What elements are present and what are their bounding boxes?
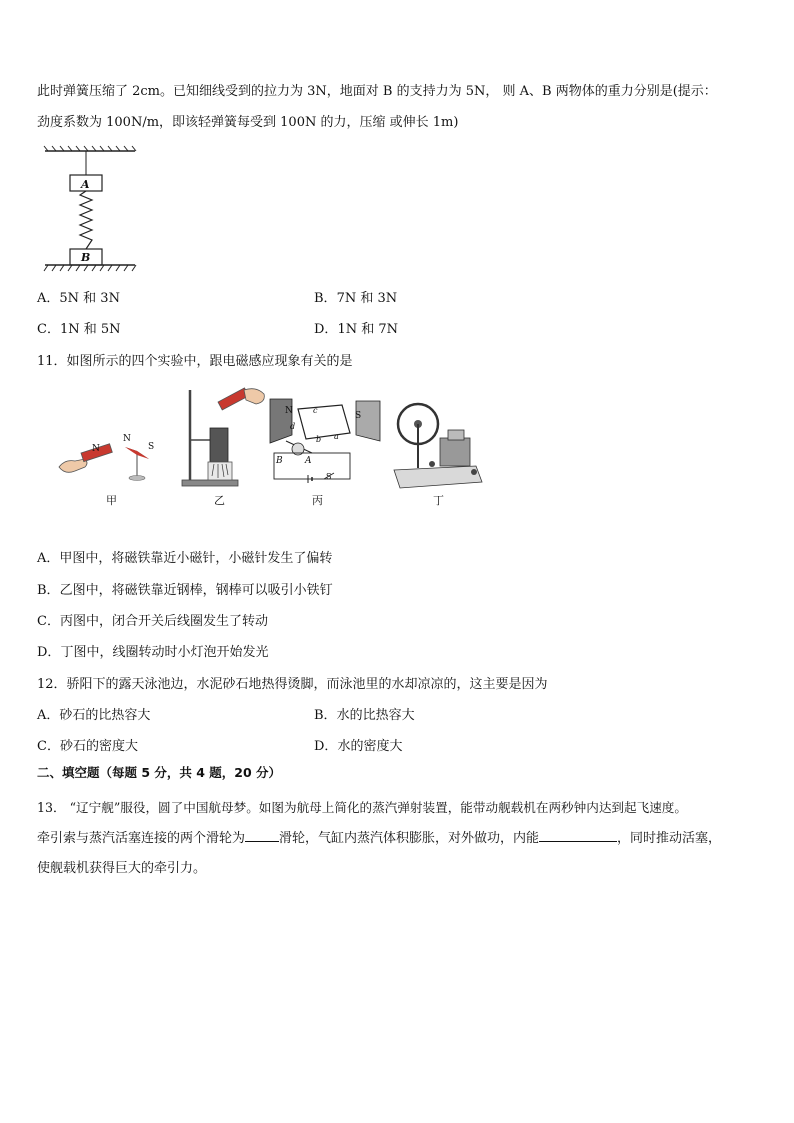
q10-option-b[interactable] [314, 290, 397, 308]
q12-stem: 12．骄阳下的露天泳池边，水泥砂石地热得烫脚，而泳池里的水却凉凉的，这主要是因为 [37, 677, 548, 692]
option-text: 水的密度大 [337, 739, 403, 754]
jia-label-n: N [92, 444, 100, 454]
answer-blank-1[interactable] [245, 829, 279, 842]
block-a-label: A [81, 178, 90, 191]
caption-yi: 乙 [214, 494, 225, 507]
option-text: 7N 和 3N [336, 291, 398, 306]
bing-label-b-small: b [316, 435, 322, 444]
figure-jia [55, 435, 160, 485]
option-text: 甲图中，将磁铁靠近小磁针，小磁针发生了偏转 [59, 551, 333, 566]
q13-line2-part3: ，同时推动活塞， [617, 831, 722, 846]
q11-option-c[interactable] [37, 613, 268, 631]
option-letter: C． [37, 739, 60, 754]
option-letter: B． [37, 583, 60, 598]
option-letter: D． [314, 739, 338, 754]
option-text: 丙图中，闭合开关后线圈发生了转动 [59, 614, 268, 629]
figure-ding [392, 400, 484, 490]
bing-label-switch: S [326, 472, 332, 481]
caption-bing: 丙 [312, 494, 323, 507]
q10-text-line2: 劲度系数为 100N/m，即该轻弹簧每受到 100N 的力，压缩 或伸长 1m) [37, 115, 459, 130]
q10-option-c[interactable] [37, 321, 121, 339]
option-letter: B． [314, 291, 337, 306]
option-text: 水的比热容大 [336, 708, 415, 723]
q12-option-d[interactable] [314, 738, 402, 756]
bing-label-s: S [355, 411, 362, 421]
option-text: 砂石的密度大 [59, 739, 138, 754]
option-letter: D． [314, 322, 338, 337]
q12-option-a[interactable] [37, 707, 150, 725]
q13-line2-part1: 牵引索与蒸汽活塞连接的两个滑轮为 [37, 831, 246, 846]
caption-ding: 丁 [433, 494, 444, 507]
q11-option-a[interactable] [37, 550, 332, 568]
q11-option-d[interactable] [37, 644, 268, 662]
option-letter: A． [37, 708, 60, 723]
jia-label-s: S [148, 442, 155, 452]
bing-label-c: c [313, 406, 318, 415]
jia-label-n2: N [123, 434, 131, 444]
q13-line2-part2: 滑轮，气缸内蒸汽体积膨胀，对外做功，内能 [279, 831, 540, 846]
option-letter: A． [37, 291, 60, 306]
q10-option-a[interactable] [37, 290, 120, 308]
bing-label-b: B [276, 456, 283, 466]
q12-option-b[interactable] [314, 707, 415, 725]
q13-line3: 使舰载机获得巨大的牵引力。 [37, 861, 207, 876]
option-text: 砂石的比热容大 [59, 708, 151, 723]
option-letter: B． [314, 708, 337, 723]
caption-jia: 甲 [106, 494, 117, 507]
q13-line1: 13． “辽宁舰”服役，圆了中国航母梦。如图为航母上简化的蒸汽弹射装置，能带动舰载机在两秒钟内达到起飞速度。 [37, 800, 687, 815]
q10-text-line1: 此时弹簧压缩了 2cm。已知细线受到的拉力为 3N，地面对 B 的支持力为 5N， 则 A、B 两物体的重力分别是(提示： [37, 84, 717, 99]
option-letter: A． [37, 551, 60, 566]
option-text: 1N 和 5N [59, 322, 121, 337]
option-letter: C． [37, 322, 60, 337]
option-text: 乙图中，将磁铁靠近钢棒，钢棒可以吸引小铁钉 [59, 583, 333, 598]
option-letter: D． [37, 645, 61, 660]
block-b-label: B [81, 251, 91, 264]
option-text: 5N 和 3N [59, 291, 120, 306]
figure-yi [178, 388, 268, 488]
option-letter: C． [37, 614, 60, 629]
option-text: 1N 和 7N [337, 322, 398, 337]
bing-label-a-small: a [334, 432, 339, 441]
answer-blank-2[interactable] [539, 829, 617, 842]
bing-label-n: N [285, 406, 293, 416]
option-text: 丁图中，线圈转动时小灯泡开始发光 [60, 645, 269, 660]
q12-option-c[interactable] [37, 738, 138, 756]
section-heading: 二、填空题（每题 5 分，共 4 题，20 分） [37, 765, 282, 780]
q11-stem: 11．如图所示的四个实验中，跟电磁感应现象有关的是 [37, 354, 353, 369]
q13-line2 [37, 829, 721, 848]
q10-option-d[interactable] [314, 321, 398, 339]
q11-option-b[interactable] [37, 582, 333, 600]
bing-label-a: A [305, 456, 312, 466]
bing-label-d: d [290, 422, 296, 431]
